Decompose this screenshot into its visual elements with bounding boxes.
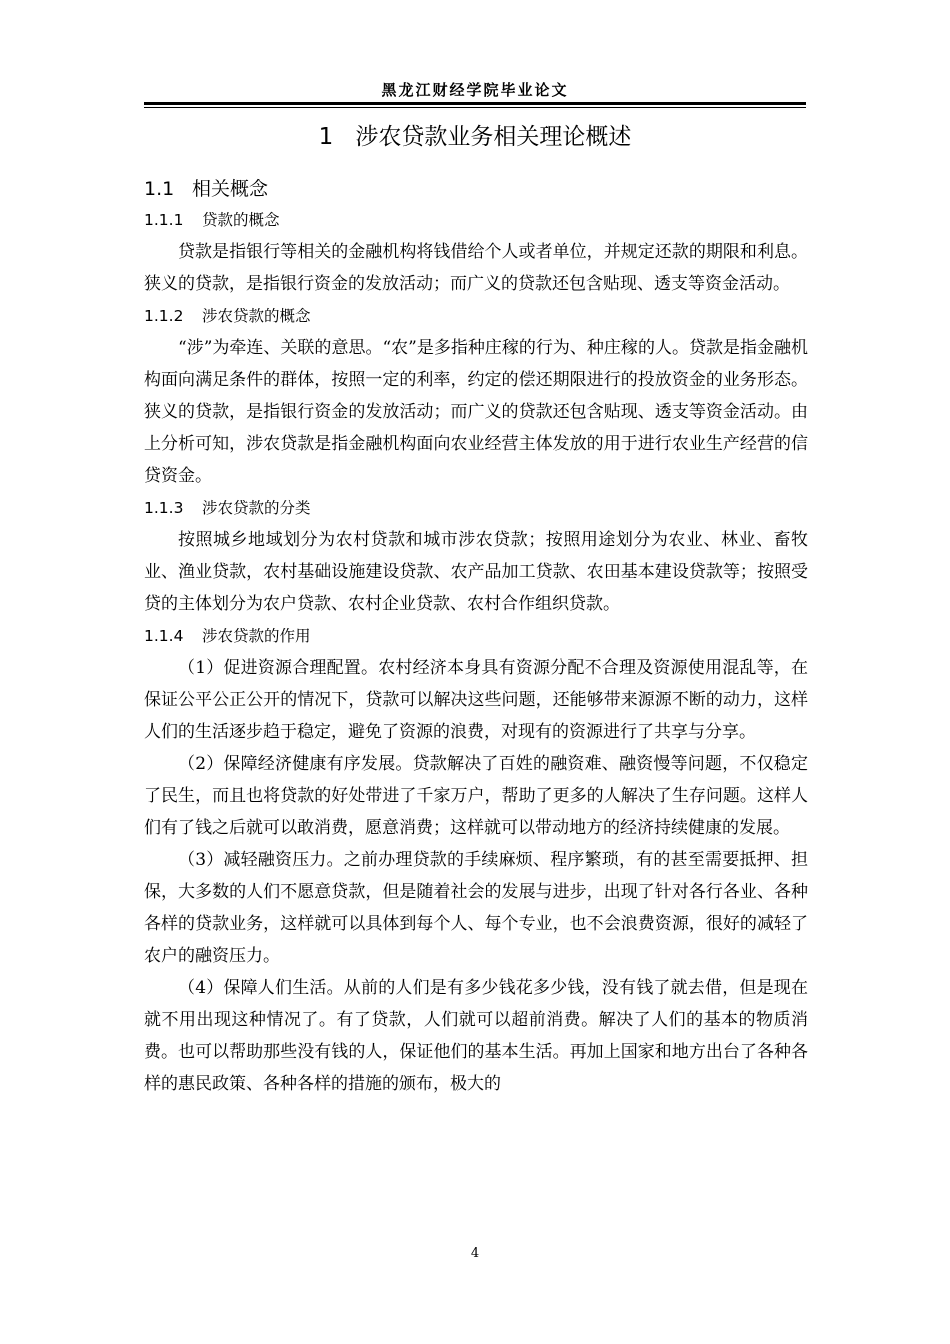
subsection-heading-1-1-1	[144, 204, 808, 236]
section-number: 1.1	[144, 178, 175, 200]
chapter-title: 涉农贷款业务相关理论概述	[355, 124, 632, 150]
subsection-title: 涉农贷款的分类	[202, 499, 311, 517]
paragraph-role-2: （2）保障经济健康有序发展。贷款解决了百姓的融资难、融资慢等问题，不仅稳定了民生，而且也将贷款的好处带进了千家万户，帮助了更多的人解决了生存问题。这样人们有了钱之后就可以敢消费，愿意消费；这样就可以带动地方的经济持续健康的发展。	[144, 754, 808, 838]
paragraph-loan-concept: 贷款是指银行等相关的金融机构将钱借给个人或者单位，并规定还款的期限和利息。狭义的贷款，是指银行资金的发放活动；而广义的贷款还包含贴现、透支等资金活动。	[144, 242, 808, 294]
subsection-heading-1-1-4	[144, 620, 808, 652]
subsection-number: 1.1.2	[144, 307, 184, 325]
chapter-heading	[0, 118, 950, 151]
subsection-number: 1.1.3	[144, 499, 184, 517]
subsection-heading-1-1-3	[144, 492, 808, 524]
paragraph-role-4: （4）保障人们生活。从前的人们是有多少钱花多少钱，没有钱了就去借，但是现在就不用出现这种情况了。有了贷款，人们就可以超前消费。解决了人们的基本的物质消费。也可以帮助那些没有钱的人，保证他们的基本生活。再加上国家和地方出台了各种各样的惠民政策、各种各样的措施的颁布，极大的	[144, 978, 808, 1094]
section-heading	[144, 174, 808, 204]
header-rule-thin	[144, 107, 806, 108]
running-header: 黑龙江财经学院毕业论文	[381, 81, 569, 99]
chapter-number: 1	[318, 124, 334, 150]
subsection-number: 1.1.4	[144, 627, 184, 645]
subsection-heading-1-1-2	[144, 300, 808, 332]
subsection-title: 贷款的概念	[202, 211, 280, 229]
paragraph-role-1: （1）促进资源合理配置。农村经济本身具有资源分配不合理及资源使用混乱等，在保证公平公正公开的情况下，贷款可以解决这些问题，还能够带来源源不断的动力，这样人们的生活逐步趋于稳定，避免了资源的浪费，对现有的资源进行了共享与分享。	[144, 658, 808, 742]
subsection-number: 1.1.1	[144, 211, 184, 229]
page-number: 4	[470, 1246, 480, 1261]
paragraph-agri-loan-concept: “涉”为牵连、关联的意思。“农”是多指种庄稼的行为、种庄稼的人。贷款是指金融机构面向满足条件的群体，按照一定的利率，约定的偿还期限进行的投放资金的业务形态。狭义的贷款，是指银行资金的发放活动；而广义的贷款还包含贴现、透支等资金活动。由上分析可知，涉农贷款是指金融机构面向农业经营主体发放的用于进行农业生产经营的信贷资金。	[144, 338, 808, 486]
section-title: 相关概念	[192, 178, 269, 200]
paragraph-agri-loan-classification: 按照城乡地域划分为农村贷款和城市涉农贷款；按照用途划分为农业、林业、畜牧业、渔业贷款，农村基础设施建设贷款、农产品加工贷款、农田基本建设贷款等；按照受贷的主体划分为农户贷款、农村企业贷款、农村合作组织贷款。	[144, 530, 808, 614]
page-body	[144, 174, 808, 1100]
subsection-title: 涉农贷款的概念	[202, 307, 311, 325]
header-rule-thick	[144, 102, 806, 105]
subsection-title: 涉农贷款的作用	[202, 627, 311, 645]
paragraph-role-3: （3）减轻融资压力。之前办理贷款的手续麻烦、程序繁琐，有的甚至需要抵押、担保，大多数的人们不愿意贷款，但是随着社会的发展与进步，出现了针对各行各业、各种各样的贷款业务，这样就可以具体到每个人、每个专业，也不会浪费资源，很好的减轻了农户的融资压力。	[144, 850, 808, 966]
